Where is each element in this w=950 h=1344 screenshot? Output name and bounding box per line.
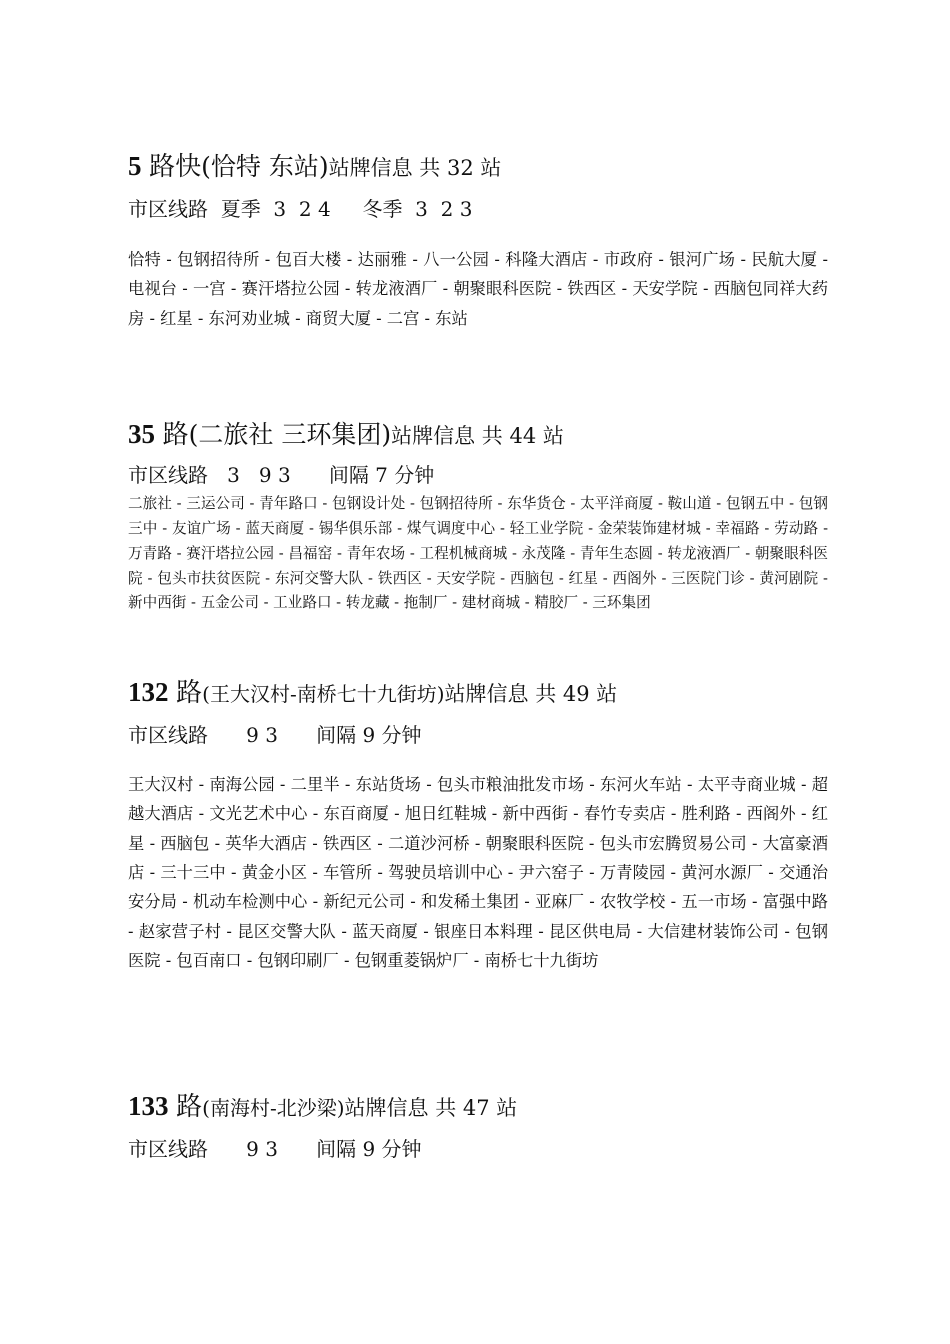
route-number: 132 [128,677,169,707]
route-suffix: 路快 [149,152,202,182]
route-133 [128,1090,828,1161]
route-title [128,1090,828,1123]
route-title [128,676,828,709]
route-terminals: (王大汉村-南桥七十九街坊) [202,682,445,706]
route-terminals: (恰特 东站) [201,152,329,181]
route-stops: 二旅社 - 三运公司 - 青年路口 - 包钢设计处 - 包钢招待所 - 东华货仓 - 太平洋商厦 - 鞍山道 - 包钢五中 - 包钢三中 - 友谊广场 - 蓝天商厦 - 锡华俱乐部 - 煤气调度中心 - 轻工业学院 - 金荣装饰建材城 - 幸福路 - 劳动路 - 万青路 - 赛汗塔拉公园 - 昌福窑 - 青年农场 - 工程机械商城 - 永茂隆 - 青年生态圆 - 转龙液酒厂 - 朝聚眼科医院 - 包头市扶贫医院 - 东河交警大队 - 铁西区 - 天安学院 - 西脑包 - 红星 - 西阁外 - 三医院门诊 - 黄河剧院 - 新中西街 - 五金公司 - 工业路口 - 转龙藏 - 拖制厂 - 建材商城 - 精胶厂 - 三环集团 [128,495,828,612]
route-terminals: (二旅社 三环集团) [188,420,392,449]
route-schedule: 市区线路 3 9 3 间隔 7 分钟 [128,463,435,488]
route-suffix: 路 [162,420,189,450]
route-stop-count: 站牌信息 共 44 站 [391,424,564,448]
route-title [128,418,828,451]
route-suffix: 路 [176,1092,203,1122]
route-schedule: 市区线路 夏季 3 2 4 冬季 3 2 3 [128,197,473,222]
route-stop-count: 站牌信息 共 32 站 [328,156,502,180]
route-35 [128,418,828,616]
route-stop-count: 站牌信息 共 49 站 [444,682,618,706]
route-number: 35 [128,419,155,449]
route-stops: 王大汉村 - 南海公园 - 二里半 - 东站货场 - 包头市粮油批发市场 - 东河火车站 - 太平寺商业城 - 超越大酒店 - 文光艺术中心 - 东百商厦 - 旭日红鞋城 - 新中西街 - 春竹专卖店 - 胜利路 - 西阁外 - 红星 - 西脑包 - 英华大酒店 - 铁西区 - 二道沙河桥 - 朝聚眼科医院 - 包头市宏腾贸易公司 - 大富豪酒店 - 三十三中 - 黄金小区 - 车管所 - 驾驶员培训中心 - 尹六窑子 - 万青陵园 - 黄河水源厂 - 交通治安分局 - 机动车检测中心 - 新纪元公司 - 和发稀土集团 - 亚麻厂 - 农牧学校 - 五一市场 - 富强中路 - 赵家营子村 - 昆区交警大队 - 蓝天商厦 - 银座日本料理 - 昆区供电局 - 大信建材装饰公司 - 包钢医院 - 包百南口 - 包钢印刷厂 - 包钢重菱锅炉厂 - 南桥七十九街坊 [128,775,828,970]
route-stops: 恰特 - 包钢招待所 - 包百大楼 - 达丽雅 - 八一公园 - 科隆大酒店 - 市政府 - 银河广场 - 民航大厦 - 电视台 - 一宫 - 赛汗塔拉公园 - 转龙液酒厂 - 朝聚眼科医院 - 铁西区 - 天安学院 - 西脑包同祥大药房 - 红星 - 东河劝业城 - 商贸大厦 - 二宫 - 东站 [128,250,828,328]
route-number: 5 [128,151,142,181]
route-terminals: (南海村-北沙梁) [202,1096,345,1120]
route-5 [128,150,828,333]
route-schedule: 市区线路 9 3 间隔 9 分钟 [128,723,422,748]
route-stop-count: 站牌信息 共 47 站 [344,1096,518,1120]
route-title [128,150,828,183]
route-132 [128,676,828,975]
route-suffix: 路 [176,678,203,708]
route-number: 133 [128,1091,169,1121]
route-schedule: 市区线路 9 3 间隔 9 分钟 [128,1137,422,1162]
